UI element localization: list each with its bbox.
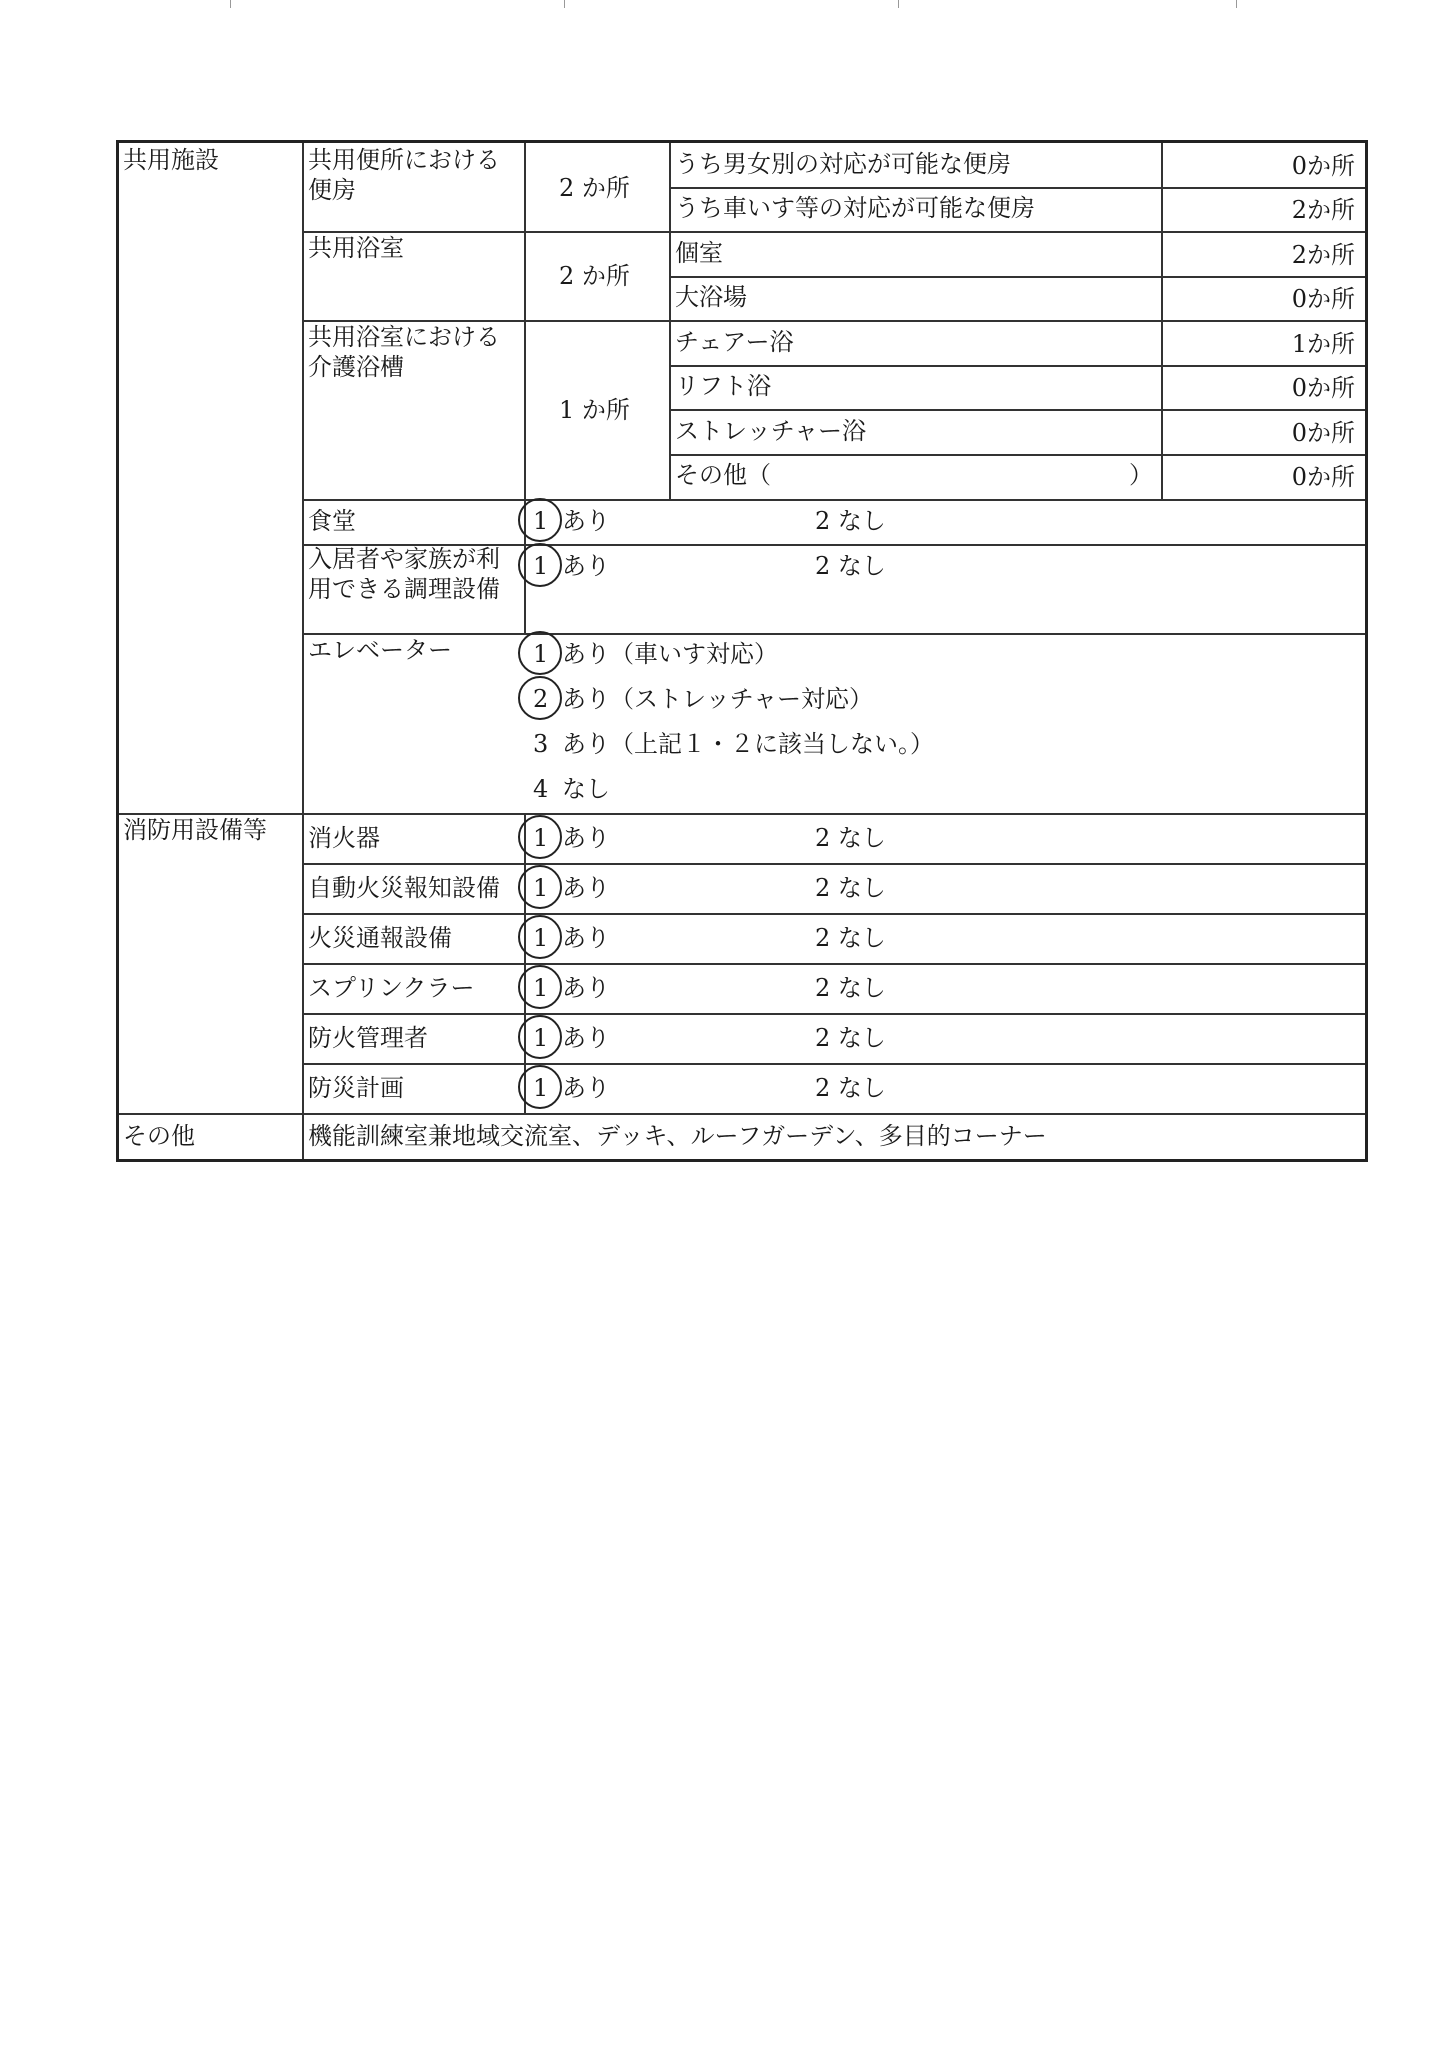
fire-row-label: 火災通報設備 [308,924,452,952]
grid-line [119,1113,1365,1115]
fire-row-label: スプリンクラー [308,974,475,1002]
section-header-other: その他 [123,1122,195,1150]
fire-row-option-2[interactable]: 2 なし [815,974,886,1002]
fire-row-option-2[interactable]: 2 なし [815,824,886,852]
care-bath-sub-label: リフト浴 [675,372,771,400]
kitchen-option-1-number[interactable]: 1 [533,552,549,580]
fire-row-label: 自動火災報知設備 [308,874,500,902]
fire-row-option-1-text: あり [562,1024,610,1052]
grid-line [302,633,1365,635]
elevator-label: エレベーター [308,636,452,664]
fire-row-label: 防火管理者 [308,1024,428,1052]
fire-row-option-1-text: あり [562,824,610,852]
fire-row-option-1-number[interactable]: 1 [533,874,549,902]
grid-line [669,454,1365,456]
scan-mark [230,0,231,8]
care-bath-sub-value: 0か所 [1291,374,1355,402]
care-bath-other-close: ） [1129,461,1153,489]
toilet-sub-value: 2か所 [1291,196,1355,224]
toilet-count: 2 か所 [559,174,630,202]
elevator-option-text: なし [562,775,610,803]
care-bath-count: 1 か所 [559,396,630,424]
dining-option-1-number[interactable]: 1 [533,507,549,535]
other-value: 機能訓練室兼地域交流室、デッキ、ルーフガーデン、多目的コーナー [308,1122,1047,1150]
scan-mark [1236,0,1237,8]
dining-label: 食堂 [308,507,356,535]
bath-count: 2 か所 [559,262,630,290]
grid-line [302,499,1365,501]
grid-line [669,187,1365,189]
kitchen-label: 入居者や家族が利用できる調理設備 [308,545,500,603]
grid-line [302,913,1365,915]
care-bath-label: 共用浴室における介護浴槽 [308,323,500,381]
fire-row-option-1-number[interactable]: 1 [533,824,549,852]
facility-form-table [116,140,1368,1162]
elevator-option-text: あり（ストレッチャー対応） [562,685,874,713]
toilet-sub-label: うち車いす等の対応が可能な便房 [675,194,1035,222]
care-bath-sub-value: 0か所 [1291,419,1355,447]
grid-line [302,863,1365,865]
fire-row-option-1-text: あり [562,924,610,952]
grid-line [302,231,1365,233]
care-bath-sub-label: チェアー浴 [675,328,794,356]
fire-row-option-2[interactable]: 2 なし [815,874,886,902]
bath-label: 共用浴室 [308,234,404,262]
bath-sub-label: 大浴場 [675,283,747,311]
fire-row-option-1-text: あり [562,874,610,902]
elevator-option-number[interactable]: 4 [533,775,549,803]
fire-row-option-1-number[interactable]: 1 [533,924,549,952]
grid-line [302,963,1365,965]
section-header-fire-equipment: 消防用設備等 [123,816,267,844]
grid-line [669,365,1365,367]
fire-row-label: 消火器 [308,824,380,852]
fire-row-option-2[interactable]: 2 なし [815,1074,886,1102]
grid-line [302,1013,1365,1015]
fire-row-option-2[interactable]: 2 なし [815,1024,886,1052]
toilet-sub-label: うち男女別の対応が可能な便房 [675,150,1011,178]
scan-mark [564,0,565,8]
elevator-option-number[interactable]: 3 [533,730,549,758]
elevator-option-text: あり（車いす対応） [562,640,778,668]
grid-line [669,276,1365,278]
elevator-option-number[interactable]: 1 [533,640,549,668]
fire-row-label: 防災計画 [308,1074,404,1102]
care-bath-sub-value: 1か所 [1291,330,1355,358]
fire-row-option-1-number[interactable]: 1 [533,1024,549,1052]
dining-option-1-text: あり [562,507,610,535]
dining-option-2[interactable]: 2 なし [815,507,886,535]
kitchen-option-2[interactable]: 2 なし [815,552,886,580]
bath-sub-label: 個室 [675,239,723,267]
care-bath-sub-label: ストレッチャー浴 [675,417,867,445]
grid-line [302,1063,1365,1065]
fire-row-option-1-number[interactable]: 1 [533,1074,549,1102]
elevator-option-text: あり（上記１・２に該当しない。） [562,730,934,758]
elevator-option-number[interactable]: 2 [533,685,549,713]
grid-line [119,813,1365,815]
fire-row-option-1-text: あり [562,974,610,1002]
fire-row-option-1-number[interactable]: 1 [533,974,549,1002]
section-header-common-facilities: 共用施設 [123,146,219,174]
care-bath-sub-value: 0か所 [1291,463,1355,491]
scan-mark [898,0,899,8]
grid-line [302,143,304,1159]
bath-sub-value: 2か所 [1291,241,1355,269]
bath-sub-value: 0か所 [1291,285,1355,313]
toilet-label: 共用便所における便房 [308,146,500,204]
fire-row-option-1-text: あり [562,1074,610,1102]
grid-line [669,409,1365,411]
kitchen-option-1-text: あり [562,552,610,580]
fire-row-option-2[interactable]: 2 なし [815,924,886,952]
care-bath-sub-label: その他（ [675,461,771,489]
toilet-sub-value: 0か所 [1291,152,1355,180]
